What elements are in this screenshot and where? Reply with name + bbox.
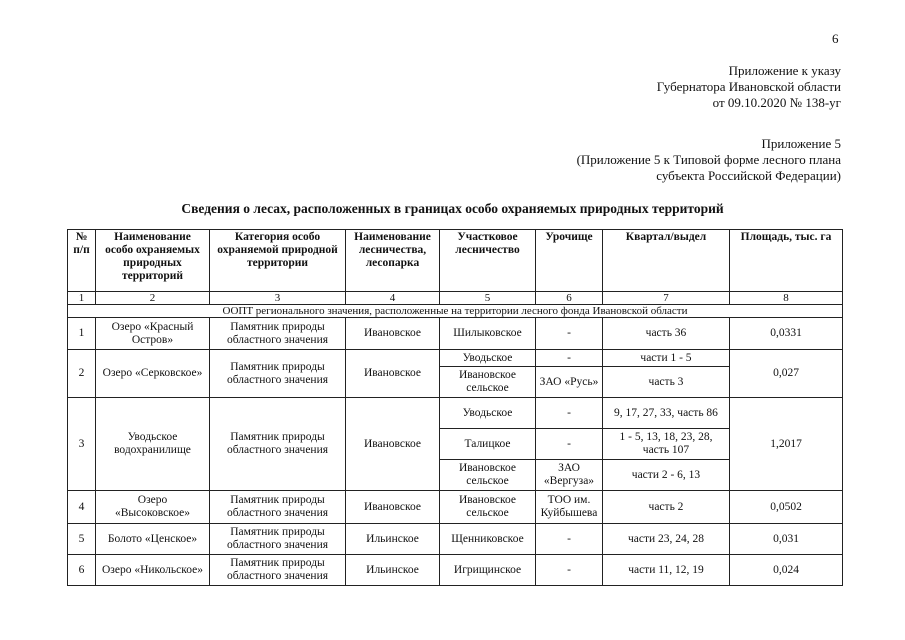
area-name: Озеро «Красный Остров» bbox=[96, 318, 210, 350]
forestry-name: Ивановское bbox=[346, 318, 440, 350]
row-number: 6 bbox=[68, 555, 96, 586]
row-number: 1 bbox=[68, 318, 96, 350]
tract: ТОО им. Куйбышева bbox=[536, 491, 603, 524]
quarter: часть 2 bbox=[603, 491, 730, 524]
forestry-name: Ивановское bbox=[346, 491, 440, 524]
district-forestry: Талицкое bbox=[440, 429, 536, 460]
quarter: часть 3 bbox=[603, 367, 730, 398]
area-value: 0,0331 bbox=[730, 318, 843, 350]
table-row bbox=[68, 555, 843, 586]
district-forestry: Щенниковское bbox=[440, 524, 536, 555]
district-forestry: Уводьское bbox=[440, 398, 536, 429]
area-name: Озеро «Серковское» bbox=[96, 350, 210, 398]
tract: ЗАО «Русь» bbox=[536, 367, 603, 398]
quarter: части 23, 24, 28 bbox=[603, 524, 730, 555]
quarter: части 1 - 5 bbox=[603, 350, 730, 367]
table-header-row bbox=[68, 230, 843, 292]
quarter: часть 36 bbox=[603, 318, 730, 350]
column-header: Площадь, тыс. га bbox=[730, 230, 843, 292]
area-category: Памятник природы областного значения bbox=[210, 491, 346, 524]
column-number: 5 bbox=[440, 292, 536, 305]
table-row bbox=[68, 398, 843, 429]
row-number: 3 bbox=[68, 398, 96, 491]
column-header: Участковое лесничество bbox=[440, 230, 536, 292]
column-number: 2 bbox=[96, 292, 210, 305]
quarter: части 2 - 6, 13 bbox=[603, 460, 730, 491]
header-line: Губернатора Ивановской области bbox=[656, 79, 841, 94]
column-header: Урочище bbox=[536, 230, 603, 292]
column-number: 3 bbox=[210, 292, 346, 305]
column-header: Наименование особо охраняемых природных территорий bbox=[96, 230, 210, 292]
column-number: 6 bbox=[536, 292, 603, 305]
area-name: Озеро «Никольское» bbox=[96, 555, 210, 586]
tract: - bbox=[536, 429, 603, 460]
area-value: 0,024 bbox=[730, 555, 843, 586]
area-category: Памятник природы областного значения bbox=[210, 350, 346, 398]
column-header: № п/п bbox=[68, 230, 96, 292]
area-category: Памятник природы областного значения bbox=[210, 318, 346, 350]
quarter: 9, 17, 27, 33, часть 86 bbox=[603, 398, 730, 429]
quarter: части 11, 12, 19 bbox=[603, 555, 730, 586]
forestry-name: Ильинское bbox=[346, 555, 440, 586]
row-number: 4 bbox=[68, 491, 96, 524]
district-forestry: Ивановское сельское bbox=[440, 460, 536, 491]
area-value: 1,2017 bbox=[730, 398, 843, 491]
table-row bbox=[68, 524, 843, 555]
region-row bbox=[68, 305, 843, 318]
area-category: Памятник природы областного значения bbox=[210, 398, 346, 491]
column-number: 4 bbox=[346, 292, 440, 305]
table-row bbox=[68, 318, 843, 350]
column-header: Наименование лесничества, лесопарка bbox=[346, 230, 440, 292]
forestry-name: Ивановское bbox=[346, 350, 440, 398]
page-number: 6 bbox=[832, 31, 839, 46]
area-category: Памятник природы областного значения bbox=[210, 524, 346, 555]
column-number-row bbox=[68, 292, 843, 305]
table-row bbox=[68, 350, 843, 367]
column-number: 1 bbox=[68, 292, 96, 305]
forestry-name: Ивановское bbox=[346, 398, 440, 491]
decree-appendix-header bbox=[657, 63, 841, 111]
tract: - bbox=[536, 555, 603, 586]
column-number: 7 bbox=[603, 292, 730, 305]
tract: - bbox=[536, 318, 603, 350]
header-line: Приложение 5 bbox=[761, 136, 841, 151]
tract: - bbox=[536, 398, 603, 429]
district-forestry: Уводьское bbox=[440, 350, 536, 367]
quarter: 1 - 5, 13, 18, 23, 28, часть 107 bbox=[603, 429, 730, 460]
header-line: Приложение к указу bbox=[728, 63, 841, 78]
row-number: 2 bbox=[68, 350, 96, 398]
area-category: Памятник природы областного значения bbox=[210, 555, 346, 586]
district-forestry: Ивановское сельское bbox=[440, 367, 536, 398]
column-header: Категория особо охраняемой природной территории bbox=[210, 230, 346, 292]
table-row bbox=[68, 491, 843, 524]
header-line: от 09.10.2020 № 138-уг bbox=[712, 95, 841, 110]
column-header: Квартал/выдел bbox=[603, 230, 730, 292]
tract: ЗАО «Вергуза» bbox=[536, 460, 603, 491]
form-appendix-header bbox=[577, 136, 841, 184]
forestry-name: Ильинское bbox=[346, 524, 440, 555]
area-name: Озеро «Высоковское» bbox=[96, 491, 210, 524]
row-number: 5 bbox=[68, 524, 96, 555]
header-line: субъекта Российской Федерации) bbox=[656, 168, 841, 183]
district-forestry: Игрищинское bbox=[440, 555, 536, 586]
header-line: (Приложение 5 к Типовой форме лесного плана bbox=[576, 152, 841, 167]
document-title: Сведения о лесах, расположенных в границах особо охраняемых природных территорий bbox=[181, 201, 724, 216]
column-number: 8 bbox=[730, 292, 843, 305]
protected-areas-table bbox=[67, 229, 843, 586]
district-forestry: Ивановское сельское bbox=[440, 491, 536, 524]
tract: - bbox=[536, 350, 603, 367]
area-value: 0,031 bbox=[730, 524, 843, 555]
district-forestry: Шилыковское bbox=[440, 318, 536, 350]
area-name: Болото «Ценское» bbox=[96, 524, 210, 555]
area-name: Уводьское водохранилище bbox=[96, 398, 210, 491]
area-value: 0,027 bbox=[730, 350, 843, 398]
region-caption: ООПТ регионального значения, расположенные на территории лесного фонда Ивановской области bbox=[68, 305, 843, 318]
area-value: 0,0502 bbox=[730, 491, 843, 524]
tract: - bbox=[536, 524, 603, 555]
